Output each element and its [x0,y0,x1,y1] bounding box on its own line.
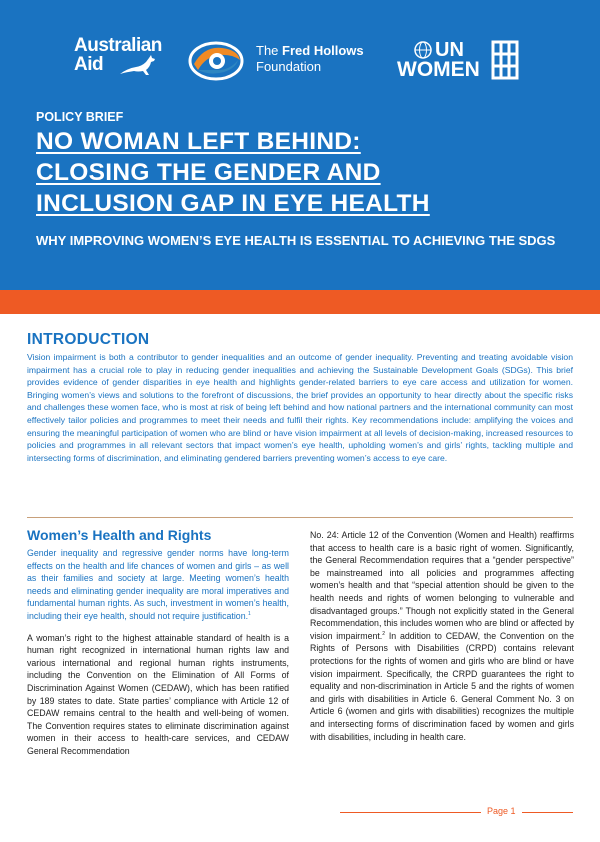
footer-rule [340,812,573,813]
policy-brief-label: POLICY BRIEF [36,110,124,124]
body-text-2a: No. 24: Article 12 of the Convention (Women and Health) reaffirms that access to health care is a basic right of women. Significantly, the General Recommendation requires that a “gender perspective” be mainstreamed into all policies and programmes affecting women’s health and that “special attention should be given to the health needs and rights of women belonging to vulnerable and disadvantaged groups.” Though not explicitly stated in the General Recommendation, this includes women who are blind or affected by vision impairment. [310,530,574,641]
aus-aid-line2: Aid [74,54,104,75]
un-text: UN [435,39,464,61]
partner-logos [0,36,600,86]
page-title [36,126,430,219]
body-paragraph-2 [310,529,574,743]
women-text: WOMEN [397,58,480,81]
section-divider [27,517,573,518]
fhf-prefix: The [256,43,279,58]
body-paragraph-1: A woman’s right to the highest attainable standard of health is a human right recognized in international human rights law and various international and regional human rights instruments, including the Convention on the Elimination of All Forms of Discrimination Against Women (CEDAW), which has been ratified by 189 states to date. State parties’ compliance with Article 12 of CEDAW remains central to the health and well-being of women. The Convention requires states to eliminate discrimination against women in their access to health-care services, and CEDAW General Recommendation [27,632,289,756]
column-left [27,527,289,758]
kangaroo-icon [118,54,164,76]
title-line-1: NO WOMAN LEFT BEHIND: [36,128,361,155]
title-line-3: INCLUSION GAP IN EYE HEALTH [36,190,430,217]
column-right [310,529,574,743]
intro-heading: INTRODUCTION [27,331,150,348]
footnote-ref-1: 1 [248,611,251,618]
accent-bar [0,290,600,314]
intro-paragraph: Vision impairment is both a contributor to gender inequalities and an outcome of gender inequality. Preventing and treating avoidable vision impairment has a crucial role to play in reducing gender inequalities and achieving the Sustainable Development Goals (SDGs). This brief provides evidence of gender disparities in eye health and highlights gender-related barriers to eye care access and utilization for women. Bringing women’s views and solutions to the forefront of discussions, the brief provides an opportunity to hear directly about the specific risks and challenges these women face, who is most at risk of being left behind and how national partners and the international community can most effectively tailor policies and programmes to meet their needs and fulfil their rights. Key recommendations include: amplifying the voices and ensuring the meaningful participation of women who are blind or have vision impairment at all levels of decision-making, increased resources to policies and programmes in all relevant sectors that impact women’s eye health, upholding women’s and girls’ rights, tackling multiple and intersecting forms of discrimination, and eliminating gendered barriers preventing women’s access to eye care. [27,352,573,463]
lead-text: Gender inequality and regressive gender norms have long-term effects on the health and life chances of women and girls – as well as their families and society at large. Meeting women’s health needs and eliminating gender inequality are moral imperatives and fundamental human rights. As such, investment in women’s health, including their eye health, should not require justification. [27,548,289,621]
footnote-ref-2: 2 [382,630,386,637]
fhf-bold-name: Fred Hollows [282,43,364,58]
lead-paragraph [27,547,289,623]
section-heading: Women’s Health and Rights [27,527,212,543]
fred-hollows-eye-icon [188,40,244,82]
page-subtitle: WHY IMPROVING WOMEN’S EYE HEALTH IS ESSENTIAL TO ACHIEVING THE SDGS [36,233,556,248]
body-text-2b: In addition to CEDAW, the Convention on the Rights of Persons with Disabilities (CRPD) contains relevant protections for the rights of women and girls who are blind or have vision impairment. Specifically, the CRPD guarantees the right to equality and non-discrimination in Article 5 and the rights of women and girls with disabilities in Article 6. General Comment No. 3 on Article 6 (women and girls with disabilities) recognizes the multiple and intersecting forms of discrimination faced by women and girls with disabilities, including in health care. [310,630,574,742]
un-women-symbol-icon [491,40,519,80]
fred-hollows-logo-text [256,43,364,75]
page-number: Page 1 [481,806,522,816]
fhf-line2: Foundation [256,59,322,74]
aus-aid-line1: Australian [74,35,162,56]
un-globe-icon [413,40,433,60]
title-line-2: CLOSING THE GENDER AND [36,159,381,186]
